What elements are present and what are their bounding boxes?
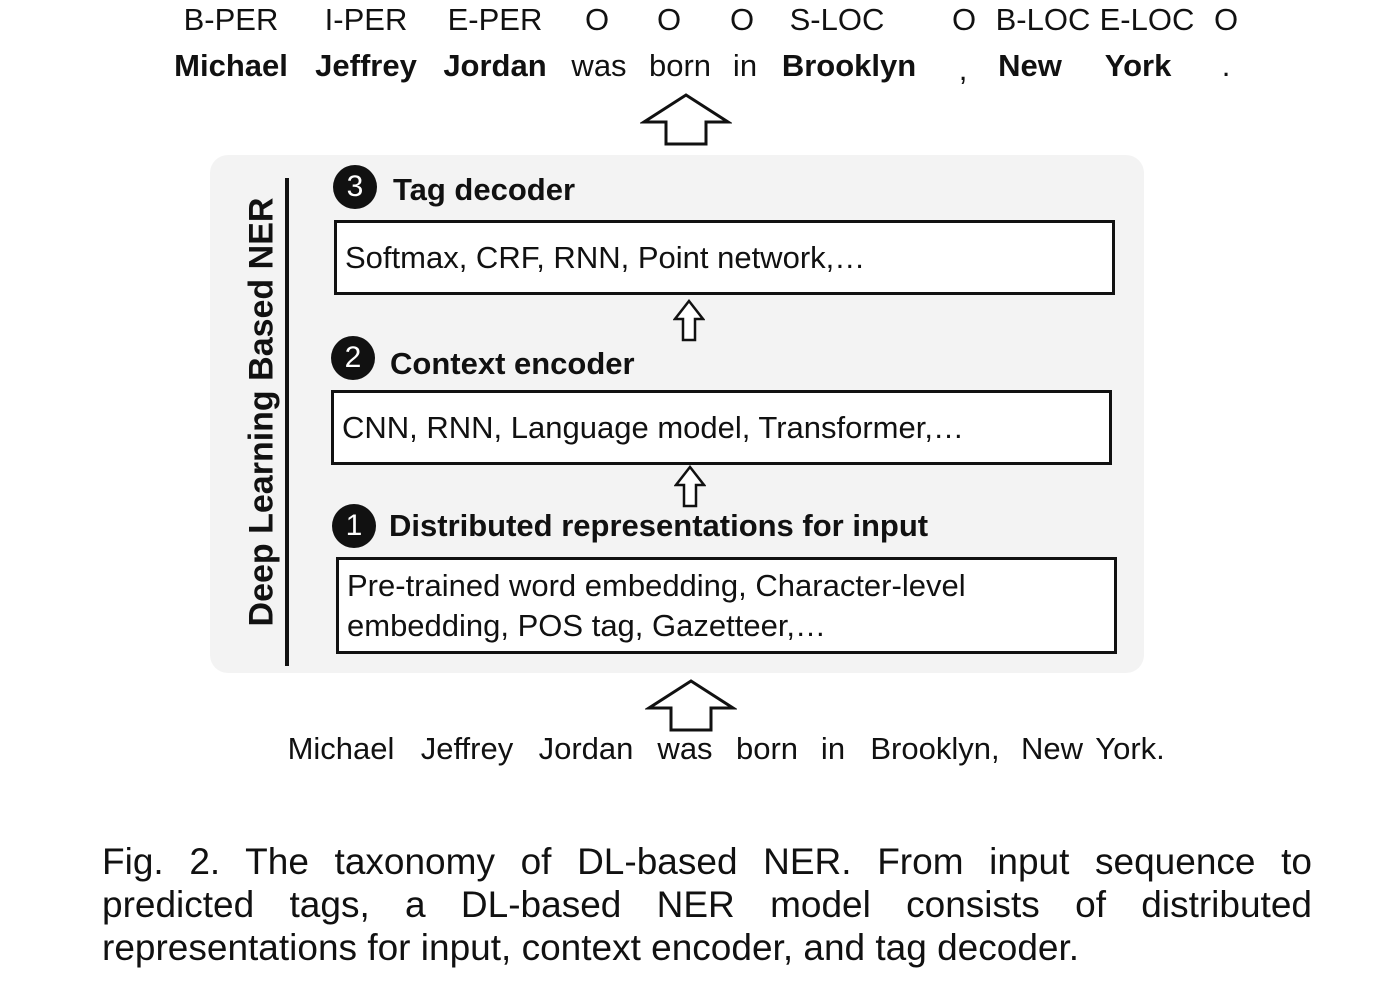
stage-title: Context encoder [390,346,635,381]
tag-label: B-PER [183,2,279,37]
tag-label: O [951,2,977,37]
tag-label: O [584,2,610,37]
panel-side-label: Deep Learning Based NER [242,197,281,627]
output-token: Jordan [443,48,547,83]
output-token: Brooklyn [781,48,917,83]
output-token: Michael [174,48,288,83]
output-token: New [998,48,1062,83]
stage-title: Tag decoder [393,172,576,207]
output-token: born [648,48,712,83]
input-token: Brooklyn, [870,731,1000,766]
input-token: Jordan [538,731,634,766]
stage-number-badge: 3 [333,165,377,209]
input-token: was [657,731,713,766]
output-token: , [958,52,968,87]
tag-label: B-LOC [995,2,1091,37]
input-token: born [735,731,799,766]
stage-content-box [336,557,1117,654]
up-arrow-icon [640,92,732,148]
stage-content-box [334,220,1115,295]
stage-content-line: Pre-trained word embedding, Character-level [347,568,966,603]
figure-caption: Fig. 2. The taxonomy of DL-based NER. From input sequence to predicted tags, a DL-based NER model consists of distributed representations for input, context encoder, and tag decoder. [102,841,1312,968]
stage-content: Softmax, CRF, RNN, Point network,… [345,240,866,275]
input-token: Michael [287,731,395,766]
stage-number-badge: 1 [332,504,376,548]
output-token: Jeffrey [315,48,417,83]
up-arrow-icon [674,465,706,509]
tag-label: E-PER [447,2,543,37]
tag-label: E-LOC [1099,2,1195,37]
stage-content: CNN, RNN, Language model, Transformer,… [342,410,964,445]
up-arrow-icon [673,299,705,343]
tag-label: O [656,2,682,37]
stage-content-line: embedding, POS tag, Gazetteer,… [347,608,827,643]
panel-divider [285,178,289,666]
tag-label: S-LOC [789,2,885,37]
output-token: . [1221,48,1231,83]
output-token: was [571,48,627,83]
up-arrow-icon [645,678,737,734]
input-token: Jeffrey [420,731,514,766]
input-token: in [820,731,846,766]
output-token: in [732,48,758,83]
stage-content-box [331,390,1112,465]
stage-number-badge: 2 [331,336,375,380]
output-token: York [1104,48,1172,83]
input-token: New [1020,731,1084,766]
tag-label: O [729,2,755,37]
tag-label: I-PER [324,2,408,37]
stage-title: Distributed representations for input [389,508,929,543]
input-token: York. [1095,731,1165,766]
tag-label: O [1213,2,1239,37]
